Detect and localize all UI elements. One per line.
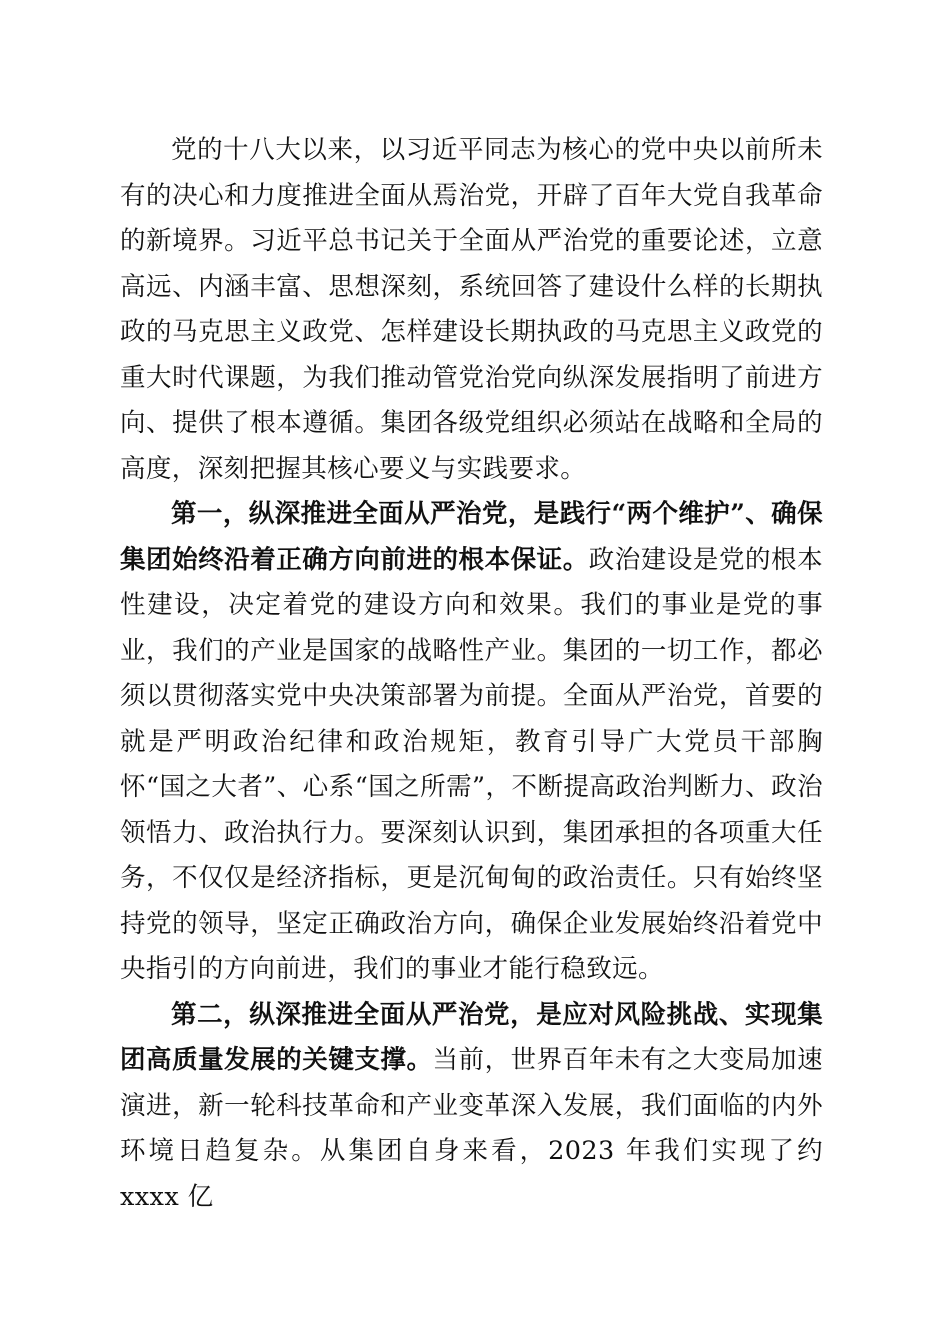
- second-point-heading: 第二，纵深推进全面从严治党，是应对风险挑战、实现集团高质量发展的关键支撑。: [120, 999, 823, 1075]
- document-page: [120, 128, 823, 1220]
- first-point-text: 政治建设是党的根本性建设，决定着党的建设方向和效果。我们的事业是党的事业，我们的产业是国家的战略性产业。集团的一切工作，都必须以贯彻落实党中央决策部署为前提。全面从严治党，首要的就是严明政治纪律和政治规矩，教育引导广大党员干部胸怀“国之大者”、心系“国之所需”，不断提高政治判断力、政治领悟力、政治执行力。要深刻认识到，集团承担的各项重大任务，不仅仅是经济指标，更是沉甸甸的政治责任。只有始终坚持党的领导，坚定正确政治方向，确保企业发展始终沿着党中央指引的方向前进，我们的事业才能行稳致远。: [120, 544, 824, 984]
- first-point-heading: 第一，纵深推进全面从严治党，是践行“两个维护”、确保集团始终沿着正确方向前进的根本保证。: [120, 499, 823, 575]
- paragraph-intro-text: 党的十八大以来，以习近平同志为核心的党中央以前所未有的决心和力度推进全面从焉治党，开辟了百年大党自我革命的新境界。习近平总书记关于全面从严治党的重要论述，立意高远、内涵丰富、思想深刻，系统回答了建设什么样的长期执政的马克思主义政党、怎样建设长期执政的马克思主义政党的重大时代课题，为我们推动管党治党向纵深发展指明了前进方向、提供了根本遵循。集团各级党组织必须站在战略和全局的高度，深刻把握其核心要义与实践要求。: [120, 135, 823, 484]
- paragraph-first-point: [120, 492, 823, 993]
- paragraph-second-point: [120, 993, 823, 1221]
- second-point-text: 当前，世界百年未有之大变局加速演进，新一轮科技革命和产业变革深入发展，我们面临的内外环境日趋复杂。从集团自身来看，2023 年我们实现了约 xxxx 亿: [120, 1045, 823, 1212]
- paragraph-intro: [120, 128, 823, 492]
